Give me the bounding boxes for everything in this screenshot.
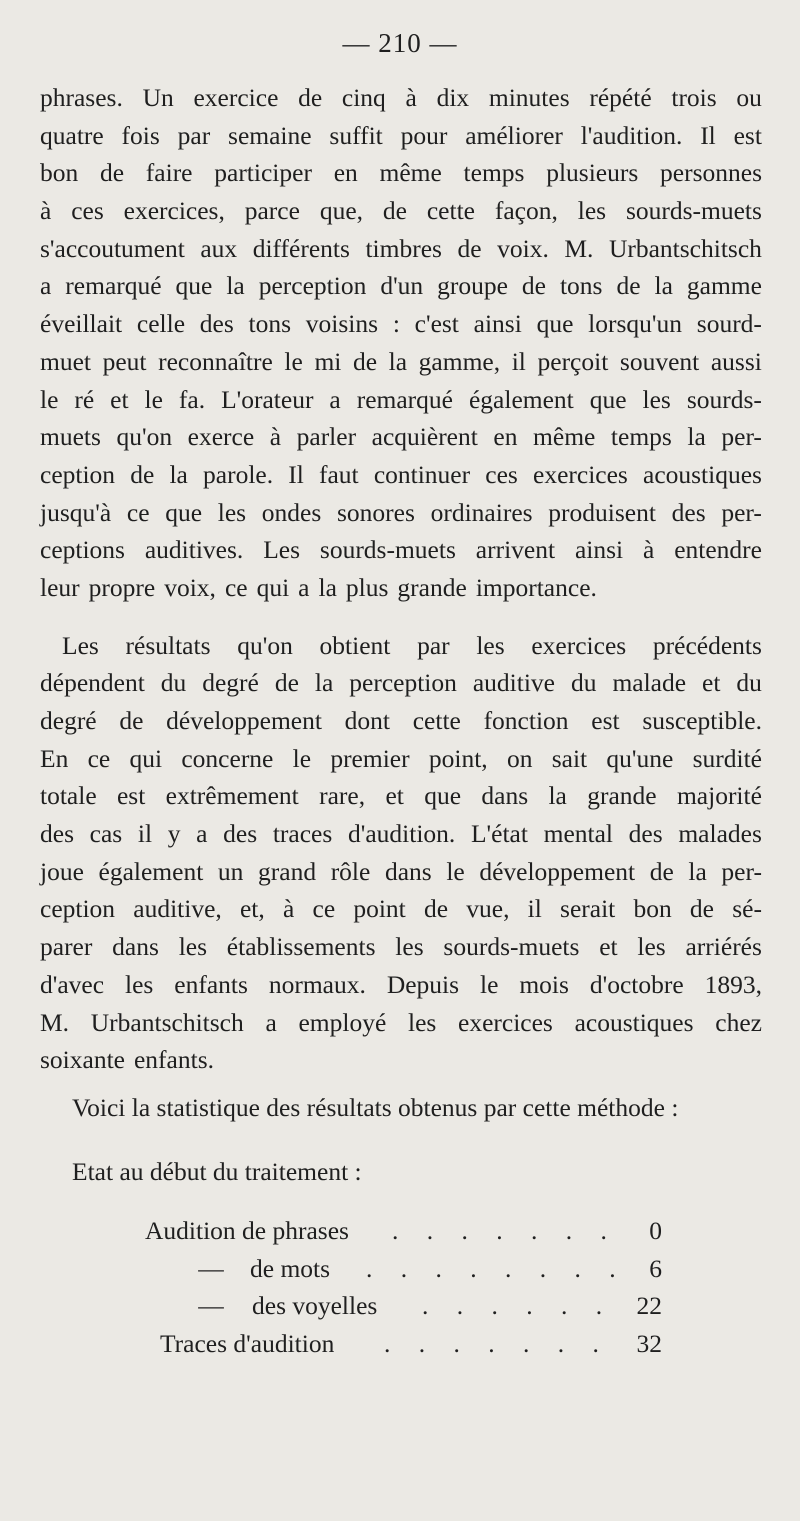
stat-row bbox=[0, 1329, 800, 1367]
paragraph-1 bbox=[40, 79, 762, 607]
text-line: ception auditive, et, à ce point de vue, il serait bon de sé- bbox=[40, 894, 762, 924]
leader-dots: . . . . . . . bbox=[384, 1329, 610, 1359]
stat-label: Audition de phrases bbox=[145, 1216, 349, 1245]
stat-label: Traces d'audition bbox=[160, 1329, 335, 1359]
text-line: des cas il y a des traces d'audition. L'état mental des malades bbox=[40, 819, 762, 849]
leader-dots: . . . . . . . . bbox=[366, 1253, 627, 1283]
text-line: phrases. Un exercice de cinq à dix minutes répété trois ou bbox=[40, 83, 762, 112]
text-line: le ré et le fa. L'orateur a remarqué également que les sourds- bbox=[40, 384, 762, 414]
statistics-table bbox=[0, 1216, 800, 1367]
text-line: dépendent du degré de la perception auditive du malade et du bbox=[40, 668, 762, 698]
text-line: éveillait celle des tons voisins : c'est ainsi que lorsqu'un sourd- bbox=[40, 309, 762, 339]
statistics-intro: Voici la statistique des résultats obtenus par cette méthode : bbox=[72, 1093, 679, 1122]
text-line: d'avec les enfants normaux. Depuis le mois d'octobre 1893, bbox=[40, 969, 762, 999]
page-number: — 210 — bbox=[342, 28, 458, 58]
text-line: jusqu'à ce que les ondes sonores ordinaires produisent des per- bbox=[40, 497, 762, 527]
text-line: muet peut reconnaître le mi de la gamme, il perçoit souvent aussi bbox=[40, 346, 762, 376]
ditto-mark: — bbox=[198, 1253, 224, 1283]
text-line: à ces exercices, parce que, de cette façon, les sourds-muets bbox=[40, 196, 762, 226]
stat-label: de mots bbox=[250, 1253, 331, 1283]
text-line: totale est extrêmement rare, et que dans la grande majorité bbox=[40, 781, 762, 811]
text-line: bon de faire participer en même temps plusieurs personnes bbox=[40, 158, 762, 188]
text-line: parer dans les établissements les sourds-muets et les arriérés bbox=[40, 932, 762, 962]
stat-row bbox=[0, 1254, 800, 1292]
leader-dots: . . . . . . bbox=[422, 1291, 614, 1321]
text-line: muets qu'on exerce à parler acquièrent en même temps la per- bbox=[40, 422, 762, 452]
text-line: En ce qui concerne le premier point, on sait qu'une surdité bbox=[40, 743, 762, 773]
text-line: degré de développement dont cette fonction est susceptible. bbox=[40, 706, 762, 735]
stat-value: 6 bbox=[649, 1253, 662, 1283]
stat-label: des voyelles bbox=[252, 1291, 378, 1321]
text-line: quatre fois par semaine suffit pour améliorer l'audition. Il est bbox=[40, 120, 762, 150]
leader-dots: . . . . . . . bbox=[392, 1216, 618, 1245]
stat-value: 22 bbox=[636, 1291, 662, 1321]
stat-value: 32 bbox=[636, 1329, 662, 1359]
text-line: Les résultats qu'on obtient par les exercices précédents bbox=[62, 630, 762, 660]
text-line: joue également un grand rôle dans le développement de la per- bbox=[40, 856, 762, 886]
stat-value: 0 bbox=[649, 1216, 662, 1245]
text-line: leur propre voix, ce qui a la plus grande importance. bbox=[40, 572, 597, 602]
ditto-mark: — bbox=[198, 1291, 224, 1321]
text-line: soixante enfants. bbox=[40, 1045, 214, 1075]
text-line: ceptions auditives. Les sourds-muets arrivent ainsi à entendre bbox=[40, 535, 762, 565]
paragraph-2 bbox=[40, 607, 762, 1079]
text-line: s'accoutument aux différents timbres de voix. M. Urbantschitsch bbox=[40, 233, 762, 263]
stat-row bbox=[0, 1291, 800, 1329]
state-intro: Etat au début du traitement : bbox=[72, 1157, 362, 1186]
text-line: ception de la parole. Il faut continuer ces exercices acoustiques bbox=[40, 459, 762, 489]
stat-row bbox=[0, 1216, 800, 1254]
body-text bbox=[40, 79, 762, 1079]
text-line: a remarqué que la perception d'un groupe de tons de la gamme bbox=[40, 271, 762, 301]
text-line: M. Urbantschitsch a employé les exercices acoustiques chez bbox=[40, 1007, 762, 1037]
